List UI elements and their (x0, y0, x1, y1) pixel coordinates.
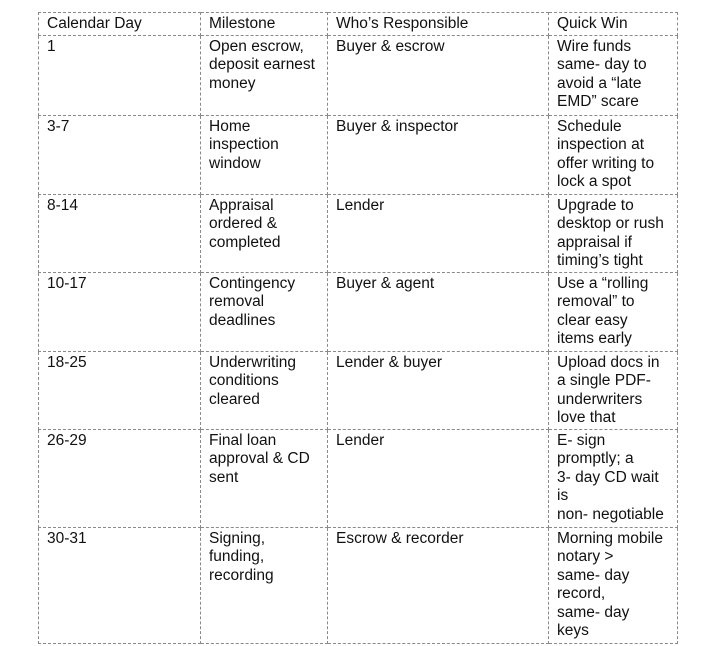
table-row (39, 430, 678, 528)
header-calendar-day: Calendar Day (39, 13, 201, 36)
cell-responsible: Buyer & agent (328, 273, 549, 352)
cell-responsible: Lender & buyer (328, 352, 549, 430)
header-quick-win: Quick Win (549, 13, 678, 36)
cell-line: lock a spot (557, 173, 632, 191)
cell-line: same- day to (557, 56, 647, 74)
cell-line: Final loan (209, 432, 277, 449)
cell-calendar-day: 3-7 (39, 116, 201, 195)
cell-responsible: Escrow & recorder (328, 528, 549, 644)
cell-line: removal (209, 293, 265, 311)
cell-line: deadlines (209, 311, 276, 329)
header-milestone: Milestone (201, 13, 328, 36)
cell-line: Open escrow, (209, 38, 304, 55)
cell-line: Home (209, 118, 251, 135)
cell-milestone (201, 430, 328, 528)
cell-line: Upgrade to (557, 197, 634, 214)
cell-quick-win (549, 195, 678, 273)
cell-line: Use a “rolling (557, 275, 649, 292)
table-row (39, 36, 678, 116)
cell-line: Schedule (557, 118, 622, 135)
table-row (39, 195, 678, 273)
cell-milestone (201, 116, 328, 195)
cell-line: recording (209, 566, 274, 584)
cell-line: same- day (557, 566, 630, 584)
cell-responsible: Buyer & escrow (328, 36, 549, 116)
cell-line: Wire funds (557, 38, 632, 55)
cell-quick-win (549, 273, 678, 352)
cell-line: conditions (209, 372, 279, 390)
cell-milestone (201, 36, 328, 116)
cell-milestone (201, 195, 328, 273)
cell-line: inspection (209, 136, 279, 154)
table-row (39, 116, 678, 195)
cell-line: Upload docs in (557, 354, 660, 371)
cell-line: window (209, 154, 261, 172)
cell-quick-win (549, 430, 678, 528)
cell-quick-win (549, 352, 678, 430)
cell-line: record, (557, 585, 606, 603)
cell-line: is (557, 487, 569, 505)
cell-line: deposit earnest (209, 56, 315, 74)
cell-line: items early (557, 330, 632, 348)
cell-line: underwriters (557, 390, 643, 408)
cell-line: Signing, (209, 530, 266, 547)
header-whos-responsible: Who’s Responsible (328, 13, 549, 36)
cell-line: keys (557, 622, 589, 640)
cell-line: sent (209, 468, 239, 486)
cell-milestone (201, 273, 328, 352)
table-row (39, 528, 678, 644)
cell-line: Underwriting (209, 354, 297, 371)
cell-calendar-day: 26-29 (39, 430, 201, 528)
cell-line: funding, (209, 548, 265, 566)
cell-responsible: Lender (328, 195, 549, 273)
cell-line: 3- day CD wait (557, 468, 659, 486)
cell-line: Appraisal (209, 197, 274, 214)
cell-line: E- sign (557, 432, 606, 449)
cell-quick-win (549, 36, 678, 116)
cell-calendar-day: 18-25 (39, 352, 201, 430)
cell-milestone (201, 528, 328, 644)
cell-line: Contingency (209, 275, 296, 292)
cell-quick-win (549, 116, 678, 195)
cell-responsible: Buyer & inspector (328, 116, 549, 195)
cell-line: EMD” scare (557, 93, 639, 111)
cell-line: notary > (557, 548, 614, 566)
cell-responsible: Lender (328, 430, 549, 528)
cell-line: love that (557, 409, 616, 427)
cell-line: ordered & (209, 215, 278, 233)
cell-line: offer writing to (557, 154, 655, 172)
table-row (39, 352, 678, 430)
cell-quick-win (549, 528, 678, 644)
cell-calendar-day: 1 (39, 36, 201, 116)
cell-milestone (201, 352, 328, 430)
cell-line: clear easy (557, 311, 628, 329)
cell-line: removal” to (557, 293, 635, 311)
cell-line: non- negotiable (557, 505, 664, 523)
cell-line: a single PDF- (557, 372, 651, 390)
cell-line: completed (209, 233, 281, 251)
cell-line: promptly; a (557, 450, 634, 468)
cell-line: Morning mobile (557, 530, 663, 547)
cell-line: appraisal if (557, 233, 632, 251)
cell-line: inspection at (557, 136, 645, 154)
closing-timeline-table (38, 12, 678, 644)
table-row (39, 273, 678, 352)
cell-calendar-day: 10-17 (39, 273, 201, 352)
cell-line: timing’s tight (557, 252, 643, 270)
cell-line: same- day (557, 603, 630, 621)
cell-line: avoid a “late (557, 74, 642, 92)
cell-line: cleared (209, 390, 260, 408)
cell-calendar-day: 8-14 (39, 195, 201, 273)
table-header-row (39, 13, 678, 36)
cell-line: desktop or rush (557, 215, 664, 233)
cell-line: money (209, 74, 256, 92)
cell-line: approval & CD (209, 450, 310, 468)
cell-calendar-day: 30-31 (39, 528, 201, 644)
